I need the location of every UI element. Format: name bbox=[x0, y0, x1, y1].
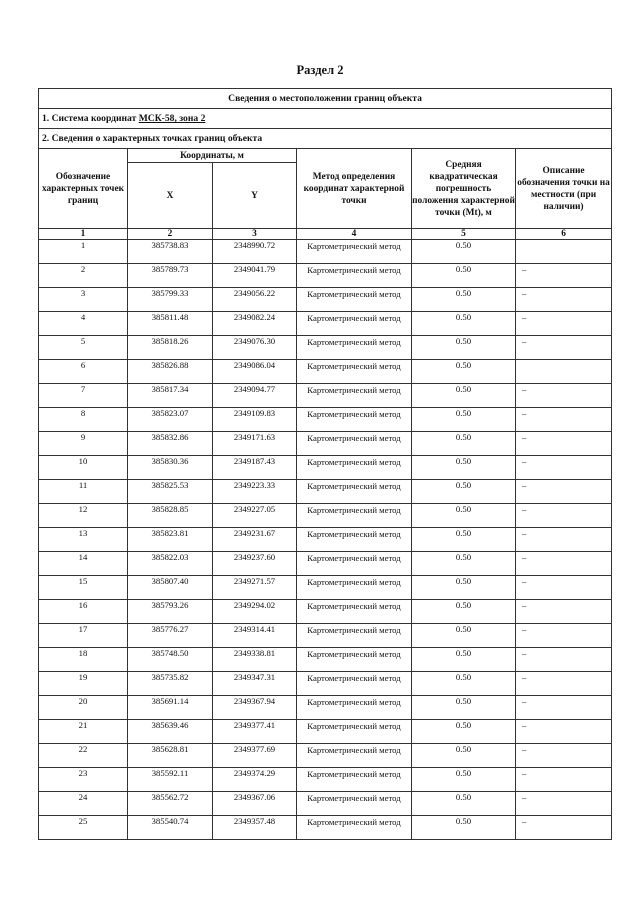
y-coordinate-cell: 2349357.48 bbox=[213, 816, 297, 840]
point-number-cell: 11 bbox=[39, 480, 128, 504]
x-coordinate-cell: 385811.48 bbox=[128, 312, 213, 336]
table-row bbox=[39, 816, 612, 840]
point-number-cell: 13 bbox=[39, 528, 128, 552]
x-coordinate-cell: 385799.33 bbox=[128, 288, 213, 312]
description-cell: – bbox=[516, 600, 612, 624]
point-number-cell: 15 bbox=[39, 576, 128, 600]
coord-system-value: МСК-58, зона 2 bbox=[138, 113, 206, 124]
column-number: 5 bbox=[412, 229, 516, 240]
x-coordinate-cell: 385738.83 bbox=[128, 240, 213, 264]
y-coordinate-cell: 2349227.05 bbox=[213, 504, 297, 528]
y-coordinate-cell: 2349374.29 bbox=[213, 768, 297, 792]
point-number-cell: 8 bbox=[39, 408, 128, 432]
point-number-cell: 17 bbox=[39, 624, 128, 648]
point-number-cell: 5 bbox=[39, 336, 128, 360]
header-method: Метод определения координат характерной точки bbox=[297, 149, 412, 229]
table-row bbox=[39, 696, 612, 720]
method-cell: Картометрический метод bbox=[297, 624, 412, 648]
description-cell: – bbox=[516, 528, 612, 552]
x-coordinate-cell: 385830.36 bbox=[128, 456, 213, 480]
table-row bbox=[39, 240, 612, 264]
column-number: 3 bbox=[213, 229, 297, 240]
point-number-cell: 3 bbox=[39, 288, 128, 312]
point-number-cell: 25 bbox=[39, 816, 128, 840]
y-coordinate-cell: 2349237.60 bbox=[213, 552, 297, 576]
description-cell: – bbox=[516, 480, 612, 504]
table-row bbox=[39, 552, 612, 576]
header-designation: Обозначение характерных точек границ bbox=[39, 149, 128, 229]
table-row bbox=[39, 504, 612, 528]
error-cell: 0.50 bbox=[412, 312, 516, 336]
error-cell: 0.50 bbox=[412, 480, 516, 504]
x-coordinate-cell: 385592.11 bbox=[128, 768, 213, 792]
method-cell: Картометрический метод bbox=[297, 792, 412, 816]
column-numbers-row bbox=[39, 229, 612, 240]
y-coordinate-cell: 2349231.67 bbox=[213, 528, 297, 552]
method-cell: Картометрический метод bbox=[297, 312, 412, 336]
method-cell: Картометрический метод bbox=[297, 480, 412, 504]
table-row bbox=[39, 480, 612, 504]
error-cell: 0.50 bbox=[412, 624, 516, 648]
x-coordinate-cell: 385691.14 bbox=[128, 696, 213, 720]
column-number: 1 bbox=[39, 229, 128, 240]
method-cell: Картометрический метод bbox=[297, 816, 412, 840]
column-number: 2 bbox=[128, 229, 213, 240]
method-cell: Картометрический метод bbox=[297, 768, 412, 792]
error-cell: 0.50 bbox=[412, 816, 516, 840]
method-cell: Картометрический метод bbox=[297, 720, 412, 744]
method-cell: Картометрический метод bbox=[297, 672, 412, 696]
error-cell: 0.50 bbox=[412, 552, 516, 576]
description-cell: – bbox=[516, 696, 612, 720]
y-coordinate-cell: 2349086.04 bbox=[213, 360, 297, 384]
table-row bbox=[39, 456, 612, 480]
header-coordinates: Координаты, м bbox=[128, 149, 297, 163]
y-coordinate-cell: 2349367.94 bbox=[213, 696, 297, 720]
coord-system-row bbox=[39, 109, 612, 129]
method-cell: Картометрический метод bbox=[297, 648, 412, 672]
description-cell: – bbox=[516, 312, 612, 336]
x-coordinate-cell: 385793.26 bbox=[128, 600, 213, 624]
error-cell: 0.50 bbox=[412, 336, 516, 360]
x-coordinate-cell: 385540.74 bbox=[128, 816, 213, 840]
header-y: Y bbox=[213, 163, 297, 229]
y-coordinate-cell: 2349056.22 bbox=[213, 288, 297, 312]
table-row bbox=[39, 360, 612, 384]
method-cell: Картометрический метод bbox=[297, 288, 412, 312]
point-number-cell: 21 bbox=[39, 720, 128, 744]
point-number-cell: 7 bbox=[39, 384, 128, 408]
method-cell: Картометрический метод bbox=[297, 456, 412, 480]
error-cell: 0.50 bbox=[412, 504, 516, 528]
method-cell: Картометрический метод bbox=[297, 384, 412, 408]
y-coordinate-cell: 2349094.77 bbox=[213, 384, 297, 408]
point-number-cell: 20 bbox=[39, 696, 128, 720]
description-cell: – bbox=[516, 456, 612, 480]
error-cell: 0.50 bbox=[412, 744, 516, 768]
x-coordinate-cell: 385823.81 bbox=[128, 528, 213, 552]
error-cell: 0.50 bbox=[412, 648, 516, 672]
method-cell: Картометрический метод bbox=[297, 600, 412, 624]
table-row bbox=[39, 576, 612, 600]
x-coordinate-cell: 385776.27 bbox=[128, 624, 213, 648]
description-cell: – bbox=[516, 816, 612, 840]
table-row bbox=[39, 312, 612, 336]
description-cell: – bbox=[516, 288, 612, 312]
description-cell: – bbox=[516, 792, 612, 816]
y-coordinate-cell: 2349347.31 bbox=[213, 672, 297, 696]
x-coordinate-cell: 385817.34 bbox=[128, 384, 213, 408]
description-cell: – bbox=[516, 432, 612, 456]
x-coordinate-cell: 385822.03 bbox=[128, 552, 213, 576]
description-cell: – bbox=[516, 672, 612, 696]
boundary-table bbox=[38, 88, 612, 840]
y-coordinate-cell: 2349041.79 bbox=[213, 264, 297, 288]
y-coordinate-cell: 2349082.24 bbox=[213, 312, 297, 336]
y-coordinate-cell: 2349187.43 bbox=[213, 456, 297, 480]
description-cell: – bbox=[516, 408, 612, 432]
error-cell: 0.50 bbox=[412, 672, 516, 696]
point-number-cell: 1 bbox=[39, 240, 128, 264]
table-row bbox=[39, 600, 612, 624]
x-coordinate-cell: 385828.85 bbox=[128, 504, 213, 528]
x-coordinate-cell: 385562.72 bbox=[128, 792, 213, 816]
error-cell: 0.50 bbox=[412, 240, 516, 264]
y-coordinate-cell: 2349223.33 bbox=[213, 480, 297, 504]
point-number-cell: 14 bbox=[39, 552, 128, 576]
x-coordinate-cell: 385807.40 bbox=[128, 576, 213, 600]
point-number-cell: 10 bbox=[39, 456, 128, 480]
y-coordinate-cell: 2349377.41 bbox=[213, 720, 297, 744]
error-cell: 0.50 bbox=[412, 792, 516, 816]
y-coordinate-cell: 2349109.83 bbox=[213, 408, 297, 432]
table-row bbox=[39, 672, 612, 696]
description-cell: – bbox=[516, 624, 612, 648]
table-row bbox=[39, 744, 612, 768]
y-coordinate-cell: 2349314.41 bbox=[213, 624, 297, 648]
method-cell: Картометрический метод bbox=[297, 744, 412, 768]
point-number-cell: 4 bbox=[39, 312, 128, 336]
description-cell: – bbox=[516, 336, 612, 360]
table-row bbox=[39, 384, 612, 408]
x-coordinate-cell: 385789.73 bbox=[128, 264, 213, 288]
header-x: X bbox=[128, 163, 213, 229]
method-cell: Картометрический метод bbox=[297, 528, 412, 552]
column-number: 4 bbox=[297, 229, 412, 240]
table-row bbox=[39, 792, 612, 816]
table-row bbox=[39, 528, 612, 552]
error-cell: 0.50 bbox=[412, 576, 516, 600]
error-cell: 0.50 bbox=[412, 768, 516, 792]
table-row bbox=[39, 432, 612, 456]
x-coordinate-cell: 385628.81 bbox=[128, 744, 213, 768]
point-number-cell: 23 bbox=[39, 768, 128, 792]
error-cell: 0.50 bbox=[412, 264, 516, 288]
x-coordinate-cell: 385825.53 bbox=[128, 480, 213, 504]
method-cell: Картометрический метод bbox=[297, 552, 412, 576]
section-title: Раздел 2 bbox=[296, 63, 344, 77]
method-cell: Картометрический метод bbox=[297, 264, 412, 288]
description-cell: – bbox=[516, 264, 612, 288]
point-number-cell: 19 bbox=[39, 672, 128, 696]
y-coordinate-cell: 2349171.63 bbox=[213, 432, 297, 456]
header-error: Средняя квадратическая погрешность положения характерной точки (Mt), м bbox=[412, 149, 516, 229]
method-cell: Картометрический метод bbox=[297, 408, 412, 432]
error-cell: 0.50 bbox=[412, 696, 516, 720]
method-cell: Картометрический метод bbox=[297, 432, 412, 456]
table-row bbox=[39, 408, 612, 432]
y-coordinate-cell: 2349367.06 bbox=[213, 792, 297, 816]
method-cell: Картометрический метод bbox=[297, 240, 412, 264]
description-cell: – bbox=[516, 768, 612, 792]
table-row bbox=[39, 288, 612, 312]
point-number-cell: 18 bbox=[39, 648, 128, 672]
error-cell: 0.50 bbox=[412, 600, 516, 624]
y-coordinate-cell: 2349271.57 bbox=[213, 576, 297, 600]
x-coordinate-cell: 385823.07 bbox=[128, 408, 213, 432]
point-number-cell: 2 bbox=[39, 264, 128, 288]
x-coordinate-cell: 385832.86 bbox=[128, 432, 213, 456]
method-cell: Картометрический метод bbox=[297, 336, 412, 360]
x-coordinate-cell: 385826.88 bbox=[128, 360, 213, 384]
description-cell: – bbox=[516, 744, 612, 768]
points-heading: 2. Сведения о характерных точках границ объекта bbox=[39, 129, 612, 149]
y-coordinate-cell: 2349377.69 bbox=[213, 744, 297, 768]
method-cell: Картометрический метод bbox=[297, 504, 412, 528]
table-row bbox=[39, 336, 612, 360]
error-cell: 0.50 bbox=[412, 720, 516, 744]
point-number-cell: 12 bbox=[39, 504, 128, 528]
description-cell: – bbox=[516, 648, 612, 672]
table-row bbox=[39, 720, 612, 744]
table-title: Сведения о местоположении границ объекта bbox=[39, 89, 612, 109]
error-cell: 0.50 bbox=[412, 384, 516, 408]
error-cell: 0.50 bbox=[412, 408, 516, 432]
y-coordinate-cell: 2348990.72 bbox=[213, 240, 297, 264]
error-cell: 0.50 bbox=[412, 432, 516, 456]
description-cell: – bbox=[516, 504, 612, 528]
x-coordinate-cell: 385639.46 bbox=[128, 720, 213, 744]
coord-system-label: 1. Система координат bbox=[42, 113, 139, 124]
point-number-cell: 24 bbox=[39, 792, 128, 816]
header-description: Описание обозначения точки на местности (при наличии) bbox=[516, 149, 612, 229]
table-row bbox=[39, 648, 612, 672]
point-number-cell: 22 bbox=[39, 744, 128, 768]
table-row bbox=[39, 264, 612, 288]
method-cell: Картометрический метод bbox=[297, 576, 412, 600]
y-coordinate-cell: 2349294.02 bbox=[213, 600, 297, 624]
method-cell: Картометрический метод bbox=[297, 360, 412, 384]
x-coordinate-cell: 385735.82 bbox=[128, 672, 213, 696]
table-row bbox=[39, 768, 612, 792]
description-cell bbox=[516, 360, 612, 384]
y-coordinate-cell: 2349076.30 bbox=[213, 336, 297, 360]
y-coordinate-cell: 2349338.81 bbox=[213, 648, 297, 672]
column-number: 6 bbox=[516, 229, 612, 240]
point-number-cell: 16 bbox=[39, 600, 128, 624]
method-cell: Картометрический метод bbox=[297, 696, 412, 720]
error-cell: 0.50 bbox=[412, 360, 516, 384]
error-cell: 0.50 bbox=[412, 288, 516, 312]
x-coordinate-cell: 385818.26 bbox=[128, 336, 213, 360]
description-cell: – bbox=[516, 576, 612, 600]
point-number-cell: 9 bbox=[39, 432, 128, 456]
table-row bbox=[39, 624, 612, 648]
description-cell: – bbox=[516, 552, 612, 576]
description-cell: – bbox=[516, 384, 612, 408]
x-coordinate-cell: 385748.50 bbox=[128, 648, 213, 672]
description-cell bbox=[516, 240, 612, 264]
error-cell: 0.50 bbox=[412, 528, 516, 552]
point-number-cell: 6 bbox=[39, 360, 128, 384]
error-cell: 0.50 bbox=[412, 456, 516, 480]
description-cell: – bbox=[516, 720, 612, 744]
